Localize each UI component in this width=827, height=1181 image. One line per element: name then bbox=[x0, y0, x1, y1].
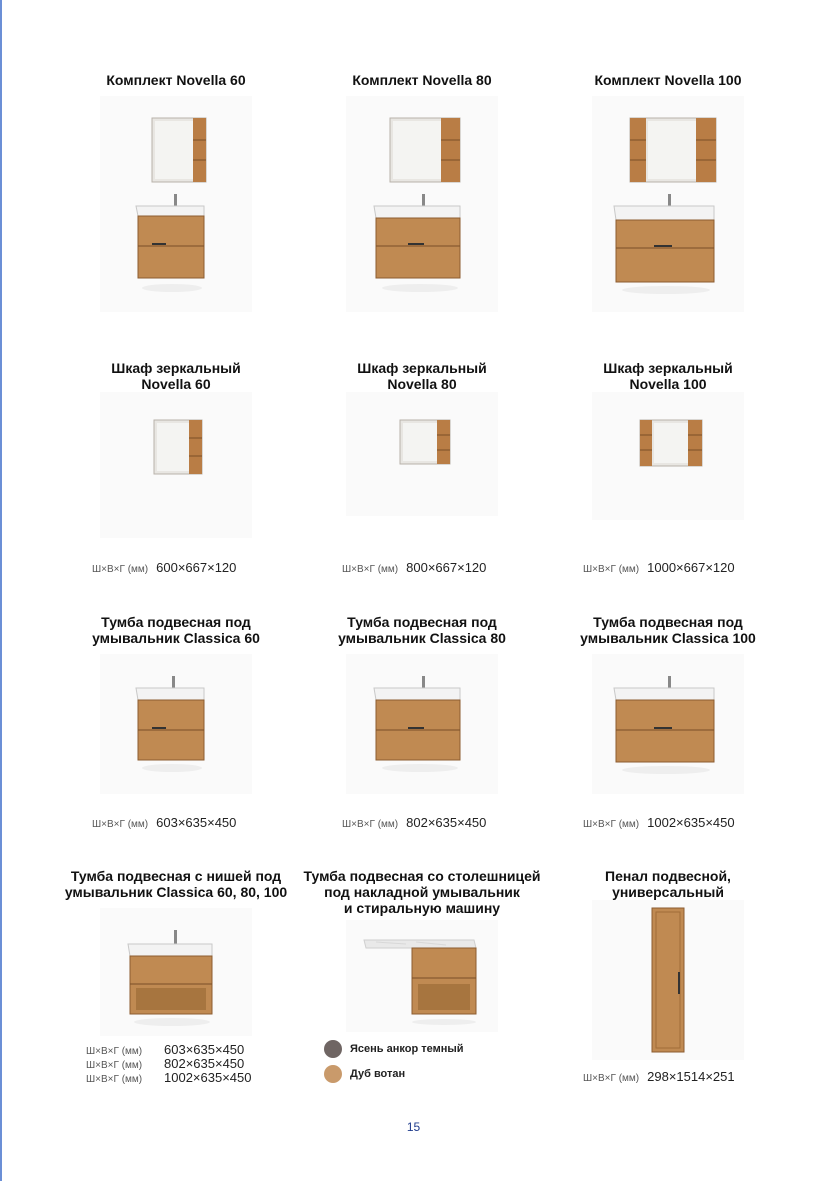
cabinet-title-60: Тумба подвесная под умывальник Classica 60 bbox=[92, 614, 260, 646]
cabinet-image-100 bbox=[592, 654, 744, 794]
mirror-title-80: Шкаф зеркальный Novella 80 bbox=[357, 360, 487, 392]
niche-cabinet-image bbox=[100, 908, 252, 1036]
set-title-100: Комплект Novella 100 bbox=[594, 72, 742, 88]
cabinet-dims-100: Ш×В×Г (мм) 1002×635×450 bbox=[583, 815, 735, 830]
set-title-80: Комплект Novella 80 bbox=[352, 72, 492, 88]
mirror-dims-100: Ш×В×Г (мм) 1000×667×120 bbox=[583, 560, 735, 575]
set-image-100 bbox=[592, 96, 744, 312]
cabinet-title-80: Тумба подвесная под умывальник Classica 80 bbox=[338, 614, 506, 646]
color-swatch-oak: Дуб вотан bbox=[324, 1065, 405, 1083]
niche-dims-80: Ш×В×Г (мм) 802×635×450 bbox=[86, 1056, 245, 1071]
pencil-case-dims: Ш×В×Г (мм) 298×1514×251 bbox=[583, 1069, 735, 1084]
mirror-image-100 bbox=[592, 392, 744, 520]
mirror-image-80 bbox=[346, 392, 498, 516]
mirror-title-100: Шкаф зеркальный Novella 100 bbox=[603, 360, 733, 392]
cabinet-title-100: Тумба подвесная под умывальник Classica 100 bbox=[580, 614, 756, 646]
pencil-case-image bbox=[592, 900, 744, 1060]
color-swatch-dark-ash: Ясень анкор темный bbox=[324, 1040, 464, 1058]
pencil-case-title: Пенал подвесной, универсальный bbox=[605, 868, 731, 900]
color-dot-icon bbox=[324, 1040, 342, 1058]
page-edge-line bbox=[0, 0, 2, 1181]
set-title-60: Комплект Novella 60 bbox=[106, 72, 246, 88]
countertop-cabinet-image bbox=[346, 920, 498, 1032]
niche-dims-100: Ш×В×Г (мм) 1002×635×450 bbox=[86, 1070, 252, 1085]
set-image-60 bbox=[100, 96, 252, 312]
mirror-dims-80: Ш×В×Г (мм) 800×667×120 bbox=[342, 560, 487, 575]
mirror-image-60 bbox=[100, 392, 252, 538]
mirror-title-60: Шкаф зеркальный Novella 60 bbox=[111, 360, 241, 392]
countertop-cabinet-title: Тумба подвесная со столешницей под накладной умывальник и стиральную машину bbox=[303, 868, 541, 916]
cabinet-image-80 bbox=[346, 654, 498, 794]
page-number: 15 bbox=[406, 1120, 421, 1134]
set-image-80 bbox=[346, 96, 498, 312]
niche-cabinet-title: Тумба подвесная с нишей под умывальник Classica 60, 80, 100 bbox=[64, 868, 288, 900]
cabinet-dims-80: Ш×В×Г (мм) 802×635×450 bbox=[342, 815, 487, 830]
niche-dims-60: Ш×В×Г (мм) 603×635×450 bbox=[86, 1042, 245, 1057]
cabinet-dims-60: Ш×В×Г (мм) 603×635×450 bbox=[92, 815, 237, 830]
color-dot-icon bbox=[324, 1065, 342, 1083]
cabinet-image-60 bbox=[100, 654, 252, 794]
mirror-dims-60: Ш×В×Г (мм) 600×667×120 bbox=[92, 560, 237, 575]
